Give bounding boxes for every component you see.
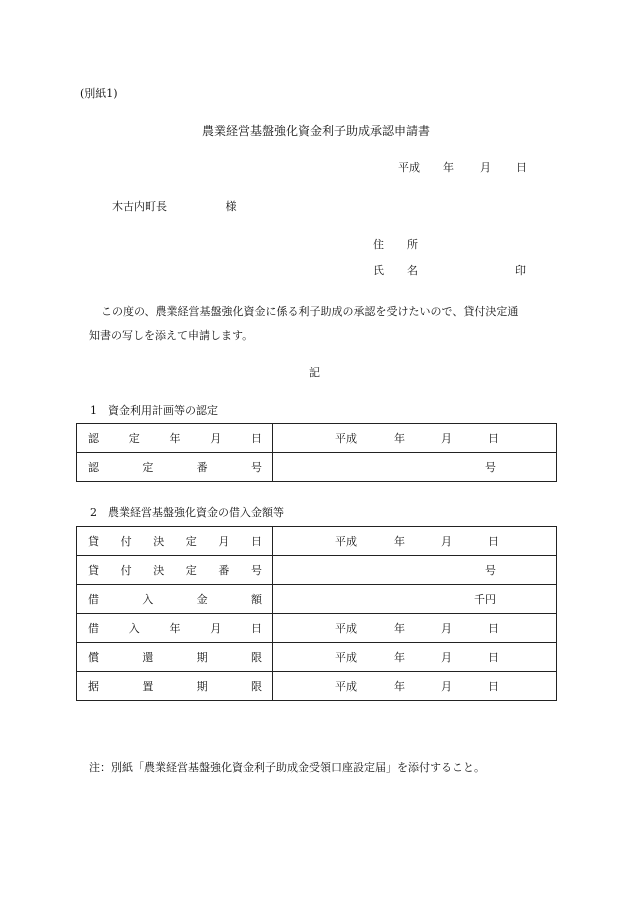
date-era: 平成 [335, 622, 357, 635]
label-char: 入 [128, 622, 140, 635]
label-char: 借 [88, 593, 99, 606]
row-label [77, 453, 273, 482]
date-year-label: 年 [394, 680, 405, 693]
date-day-label: 日 [488, 535, 499, 548]
label-char: 決 [153, 564, 165, 577]
date-year-label: 年 [394, 651, 405, 664]
label-char: 認 [88, 461, 99, 474]
label-char: 期 [196, 680, 208, 693]
label-char: 償 [88, 651, 99, 664]
date-month-label: 月 [441, 622, 452, 635]
table-row [77, 585, 557, 614]
label-char: 月 [210, 432, 222, 445]
date-year-label: 年 [394, 622, 405, 635]
label-char: 番 [196, 461, 208, 474]
row-label [77, 527, 273, 556]
name-label: 氏 名 [373, 264, 418, 277]
body-text-line-2: 知書の写しを添えて申請します。 [89, 329, 254, 342]
label-char: 日 [250, 535, 262, 548]
label-char: 決 [153, 535, 165, 548]
label-char: 号 [250, 461, 262, 474]
label-char: 額 [250, 593, 262, 606]
row-value[interactable] [273, 585, 557, 614]
row-label [77, 585, 273, 614]
body-text-line-1: この度の、農業経営基盤強化資金に係る利子助成の承認を受けたいので、貸付決定通 [101, 305, 519, 318]
table-row [77, 527, 557, 556]
label-char: 据 [88, 680, 99, 693]
attachment-label: (別紙1) [80, 87, 118, 100]
table-row [77, 453, 557, 482]
date-year-label: 年 [394, 432, 405, 445]
label-char: 借 [88, 622, 99, 635]
label-char: 付 [120, 535, 132, 548]
label-char: 付 [120, 564, 132, 577]
date-month-label: 月 [480, 161, 491, 174]
row-label [77, 614, 273, 643]
label-char: 月 [210, 622, 222, 635]
row-label [77, 424, 273, 453]
date-era: 平成 [335, 535, 357, 548]
addressee [112, 198, 237, 214]
label-char: 定 [185, 564, 197, 577]
addressee-honorific: 様 [225, 200, 237, 213]
date-month-label: 月 [441, 680, 452, 693]
date-day-label: 日 [488, 651, 499, 664]
row-value[interactable] [273, 643, 557, 672]
date-month-label: 月 [441, 432, 452, 445]
section1-table [76, 423, 557, 482]
row-value[interactable] [273, 672, 557, 701]
row-label [77, 643, 273, 672]
label-char: 置 [142, 680, 154, 693]
label-char: 号 [250, 564, 262, 577]
label-char: 還 [142, 651, 154, 664]
table-row [77, 643, 557, 672]
label-char: 番 [218, 564, 230, 577]
label-char: 定 [185, 535, 197, 548]
section1-heading: 1 資金利用計画等の認定 [90, 404, 218, 417]
unit-suffix: 千円 [474, 593, 496, 606]
label-char: 年 [169, 622, 181, 635]
date-era: 平成 [335, 432, 357, 445]
date-era: 平成 [335, 680, 357, 693]
addressee-name: 木古内町長 [112, 200, 167, 213]
date-day-label: 日 [488, 432, 499, 445]
label-char: 限 [250, 680, 262, 693]
date-era: 平成 [398, 161, 420, 174]
document-title: 農業経営基盤強化資金利子助成承認申請書 [202, 124, 431, 138]
label-char: 日 [251, 432, 262, 445]
date-era: 平成 [335, 651, 357, 664]
date-day-label: 日 [488, 680, 499, 693]
section2-heading: 2 農業経営基盤強化資金の借入金額等 [90, 506, 284, 519]
row-value[interactable] [273, 614, 557, 643]
row-label [77, 556, 273, 585]
row-value[interactable] [273, 527, 557, 556]
label-char: 定 [128, 432, 140, 445]
label-char: 貸 [88, 564, 99, 577]
date-day-label: 日 [516, 161, 527, 174]
ki-heading: 記 [309, 366, 320, 379]
label-char: 年 [169, 432, 181, 445]
date-line [398, 159, 528, 175]
date-month-label: 月 [441, 535, 452, 548]
label-char: 入 [142, 593, 154, 606]
row-value[interactable] [273, 453, 557, 482]
label-char: 金 [196, 593, 208, 606]
date-month-label: 月 [441, 651, 452, 664]
label-char: 期 [196, 651, 208, 664]
row-value[interactable] [273, 424, 557, 453]
address-label: 住 所 [373, 238, 418, 251]
unit-suffix: 号 [485, 564, 496, 577]
footnote: 注：別紙「農業経営基盤強化資金利子助成金受領口座設定届」を添付すること。 [89, 761, 485, 774]
date-day-label: 日 [488, 622, 499, 635]
row-value[interactable] [273, 556, 557, 585]
row-label [77, 672, 273, 701]
label-char: 定 [142, 461, 154, 474]
table-row [77, 424, 557, 453]
table-row [77, 672, 557, 701]
table-row [77, 556, 557, 585]
section2-table [76, 526, 557, 701]
date-year-label: 年 [443, 161, 454, 174]
date-year-label: 年 [394, 535, 405, 548]
seal-mark: 印 [515, 264, 526, 277]
label-char: 貸 [88, 535, 99, 548]
label-char: 日 [251, 622, 262, 635]
table-row [77, 614, 557, 643]
label-char: 月 [218, 535, 230, 548]
unit-suffix: 号 [485, 461, 496, 474]
label-char: 限 [250, 651, 262, 664]
label-char: 認 [88, 432, 99, 445]
